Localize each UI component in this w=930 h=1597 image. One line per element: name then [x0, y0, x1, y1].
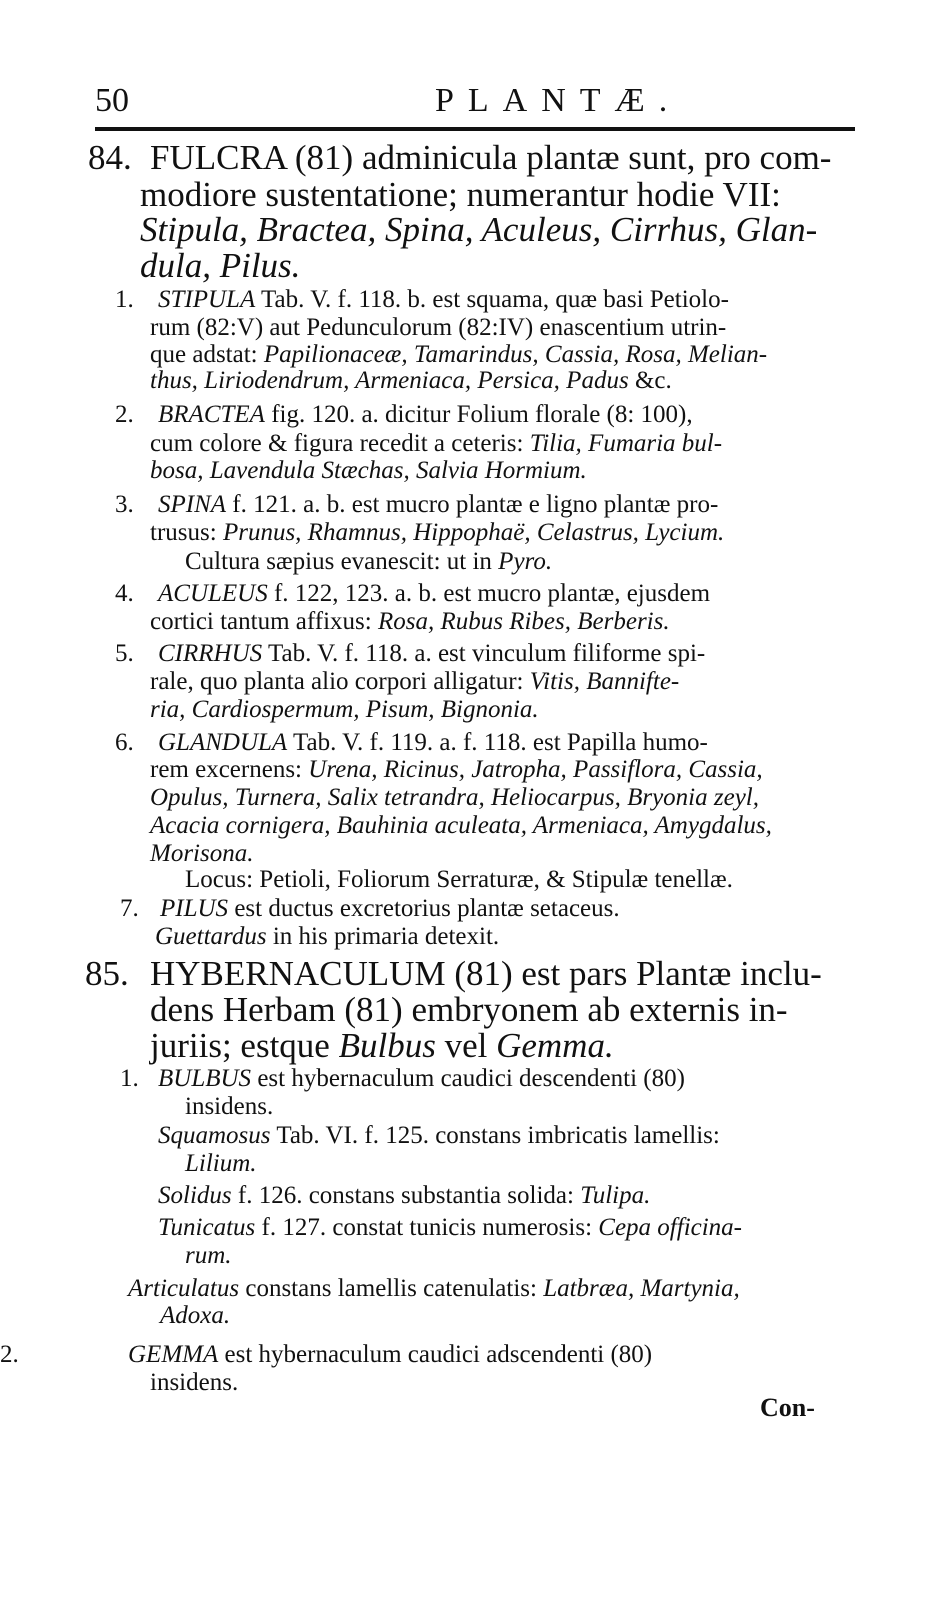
paragraph-number: 3. — [115, 491, 134, 518]
roman-text: est hybernaculum caudici descendenti (80) — [251, 1065, 685, 1092]
italic-text: Urena, Ricinus, Jatropha, Passiflora, Cassia, — [308, 756, 763, 783]
roman-text: FULCRA (81) adminicula plantæ sunt, pro com- — [150, 138, 832, 177]
italic-text: dula, Pilus. — [140, 246, 301, 285]
text-line — [150, 813, 772, 838]
text-line — [150, 1370, 238, 1395]
italic-text: Squamosus — [158, 1122, 271, 1149]
text-line — [158, 402, 693, 427]
text-line — [158, 1066, 685, 1091]
paragraph-number: 2. — [115, 401, 134, 428]
text-line — [150, 431, 722, 456]
roman-text: f. 122, 123. a. b. est mucro plantæ, ejusdem — [267, 580, 711, 607]
paragraph-number: 84. — [88, 138, 132, 177]
italic-text: GLANDULA — [158, 729, 288, 756]
text-line — [128, 1342, 652, 1367]
roman-text: insidens. — [150, 1369, 239, 1396]
roman-text: Tab. V. f. 118. a. est vinculum filiforme spi- — [262, 640, 706, 667]
roman-text: insidens. — [185, 1093, 274, 1120]
italic-text: CIRRHUS — [158, 640, 263, 667]
text-line — [140, 177, 781, 212]
text-line — [150, 697, 539, 722]
page-header — [95, 82, 855, 126]
text-line — [185, 1151, 257, 1176]
roman-text: que adstat: — [150, 341, 264, 368]
italic-text: Opulus, Turnera, Salix tetrandra, Heliocarpus, Bryonia zeyl, — [150, 784, 759, 811]
italic-text: Morisona. — [150, 840, 254, 867]
text-line — [140, 248, 300, 283]
roman-text: juriis; estque — [150, 1026, 339, 1065]
italic-text: Papilionaceæ, Tamarindus, Cassia, Rosa, Melian- — [263, 341, 768, 368]
text-line — [150, 956, 822, 991]
roman-text: cum colore & figura recedit a ceteris: — [150, 430, 530, 457]
roman-text: in his primaria detexit. — [266, 923, 500, 950]
italic-text: Pyro. — [498, 548, 553, 575]
text-line — [150, 368, 672, 393]
text-line — [150, 315, 726, 340]
italic-text: BRACTEA — [158, 401, 265, 428]
italic-text: Stipula, Bractea, Spina, Aculeus, Cirrhus, Glan- — [140, 210, 818, 249]
italic-text: BULBUS — [158, 1065, 252, 1092]
text-line — [150, 841, 253, 866]
roman-text: &c. — [628, 367, 672, 394]
roman-text: f. 121. a. b. est mucro plantæ e ligno plantæ pro- — [226, 491, 719, 518]
italic-text: Articulatus — [128, 1275, 240, 1302]
italic-text: rum. — [185, 1242, 232, 1269]
text-line — [158, 287, 729, 312]
roman-text: HYBERNACULUM (81) est pars Plantæ inclu- — [150, 954, 822, 993]
text-line — [150, 992, 788, 1027]
paragraph-number: 7. — [120, 895, 139, 922]
text-line — [185, 1243, 232, 1268]
italic-text: ria, Cardiospermum, Pisum, Bignonia. — [150, 696, 539, 723]
text-line — [150, 342, 767, 367]
italic-text: Adoxa. — [160, 1302, 231, 1329]
italic-text: Vitis, Bannifte- — [529, 668, 680, 695]
text-line — [150, 669, 679, 694]
text-line — [150, 757, 763, 782]
text-line — [158, 492, 718, 517]
roman-text: Locus: Petioli, Foliorum Serraturæ, & Stipulæ tenellæ. — [185, 866, 733, 893]
italic-text: Cepa officina- — [598, 1214, 743, 1241]
italic-text: Guettardus — [155, 923, 267, 950]
italic-text: Tulipa. — [580, 1182, 651, 1209]
page-number: 50 — [95, 82, 129, 119]
text-line — [150, 140, 831, 175]
roman-text: rum (82:V) aut Pedunculorum (82:IV) enascentium utrin- — [150, 314, 727, 341]
roman-text: Tab. V. f. 118. b. est squama, quæ basi Petiolo- — [255, 286, 729, 313]
italic-text: Tilia, Fumaria bul- — [529, 430, 723, 457]
italic-text: Latbræa, Martynia, — [543, 1275, 740, 1302]
text-line — [160, 1303, 230, 1328]
roman-text: constans lamellis catenulatis: — [239, 1275, 544, 1302]
text-line — [185, 1094, 273, 1119]
roman-text: f. 126. constans substantia solida: — [231, 1182, 581, 1209]
paragraph-number: 2. — [0, 1341, 19, 1368]
italic-text: Lilium. — [185, 1150, 257, 1177]
header-rule — [95, 127, 855, 131]
paragraph-number: 1. — [120, 1065, 139, 1092]
roman-text: rem excernens: — [150, 756, 309, 783]
roman-text: Tab. VI. f. 125. constans imbricatis lamellis: — [270, 1122, 720, 1149]
text-line — [140, 212, 817, 247]
italic-text: Rosa, Rubus Ribes, Berberis. — [377, 608, 670, 635]
paragraph-number: 85. — [85, 954, 129, 993]
paragraph-number: 1. — [115, 286, 134, 313]
italic-text: Gemma. — [496, 1026, 614, 1065]
italic-text: thus, Liriodendrum, Armeniaca, Persica, Padus — [150, 367, 629, 394]
paragraph-number: 5. — [115, 640, 134, 667]
paragraph-number: 4. — [115, 580, 134, 607]
roman-text: Tab. V. f. 119. a. f. 118. est Papilla humo- — [287, 729, 708, 756]
roman-text: vel — [435, 1026, 497, 1065]
roman-text: Cultura sæpius evanescit: ut in — [185, 548, 499, 575]
text-line — [160, 896, 620, 921]
paragraph-number: 6. — [115, 729, 134, 756]
text-line — [150, 520, 724, 545]
text-line — [158, 1215, 742, 1240]
roman-text: fig. 120. a. dicitur Folium florale (8: 100), — [264, 401, 693, 428]
text-line — [185, 867, 733, 892]
text-line — [150, 1028, 614, 1063]
italic-text: Bulbus — [338, 1026, 436, 1065]
italic-text: PILUS — [160, 895, 229, 922]
roman-text: dens Herbam (81) embryonem ab externis in- — [150, 990, 788, 1029]
roman-text: modiore sustentatione; numerantur hodie VII: — [140, 175, 781, 214]
italic-text: bosa, Lavendula Stæchas, Salvia Hormium. — [150, 457, 587, 484]
roman-text: est hybernaculum caudici adscendenti (80) — [218, 1341, 653, 1368]
roman-text: trusus: — [150, 519, 223, 546]
text-line — [150, 458, 587, 483]
italic-text: ACULEUS — [158, 580, 268, 607]
text-line — [158, 1183, 650, 1208]
text-line — [158, 1123, 720, 1148]
roman-text: est ductus excretorius plantæ setaceus. — [228, 895, 620, 922]
text-line — [155, 924, 499, 949]
text-line — [158, 730, 708, 755]
roman-text: rale, quo planta alio corpori alligatur: — [150, 668, 530, 695]
italic-text: SPINA — [158, 491, 227, 518]
italic-text: Tunicatus — [158, 1214, 256, 1241]
text-line — [128, 1276, 740, 1301]
text-line — [158, 581, 710, 606]
italic-text: STIPULA — [158, 286, 256, 313]
text-line — [150, 609, 670, 634]
italic-text: Prunus, Rhamnus, Hippophaë, Celastrus, Lycium. — [222, 519, 725, 546]
roman-text: cortici tantum affixus: — [150, 608, 378, 635]
italic-text: Acacia cornigera, Bauhinia aculeata, Armeniaca, Amygdalus, — [150, 812, 772, 839]
text-line — [150, 785, 759, 810]
italic-text: GEMMA — [128, 1341, 219, 1368]
italic-text: Solidus — [158, 1182, 232, 1209]
text-line — [158, 641, 705, 666]
text-line — [185, 549, 552, 574]
running-title: PLANTÆ. — [435, 82, 682, 119]
roman-text: f. 127. constat tunicis numerosis: — [255, 1214, 599, 1241]
catchword: Con- — [760, 1393, 815, 1422]
